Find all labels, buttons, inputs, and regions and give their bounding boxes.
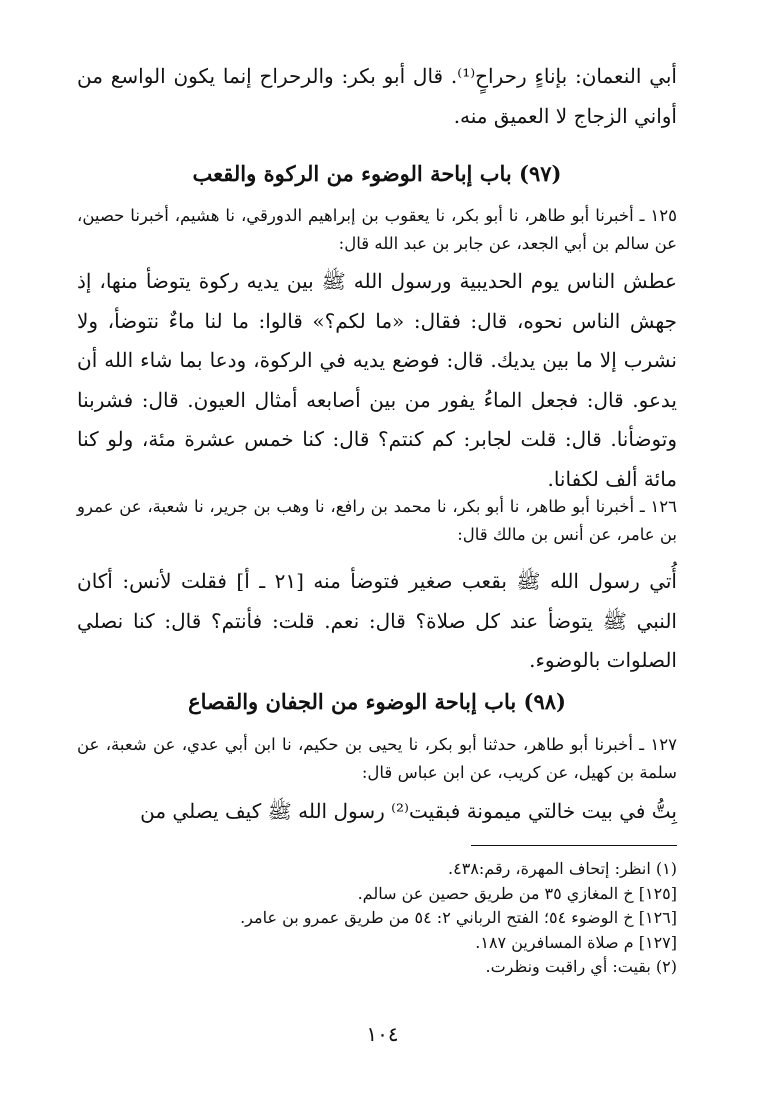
chapter-98-heading: (٩٨) باب إباحة الوضوء من الجفان والقصاع (188, 689, 566, 714)
hadith-127-matn: بِتُّ في بيت خالتي ميمونة فبقيت⁽²⁾ رسول الله ﷺ كيف يصلي من (140, 799, 677, 823)
top-paragraph: أبي النعمان: بإناءٍ رحراحٍ⁽¹⁾. قال أبو بكر: والرحراح إنما يكون الواسع من أواني الزجاج لا العميق منه. (77, 64, 677, 128)
hadith-126-matn: أُتي رسول الله ﷺ بقعب صغير فتوضأ منه [٢١ ـ أ] فقلت لأنس: أكان النبي ﷺ يتوضأ عند كل صلاة؟ قال: نعم. قلت: فأنتم؟ قال: كنا نصلي الصلوات بالوضوء. (77, 569, 677, 672)
hadith-126-isnad: ١٢٦ ـ أخبرنا أبو طاهر، نا أبو بكر، نا محمد بن رافع، نا وهب بن جرير، نا شعبة، عن عمرو بن عامر، عن أنس بن مالك قال: (77, 497, 677, 544)
hadith-125-isnad: ١٢٥ ـ أخبرنا أبو طاهر، نا أبو بكر، نا يعقوب بن إبراهيم الدورقي، نا هشيم، أخبرنا حصين، عن سالم بن أبي الجعد، عن جابر بن عبد الله قال: (77, 206, 677, 253)
footnote-2: (٢) بقيت: أي راقبت ونظرت. (485, 957, 677, 976)
footnotes (77, 857, 677, 980)
footnote-125: [١٢٥] خ المغازي ٣٥ من طريق حصين عن سالم. (357, 883, 677, 903)
footnote-127: [١٢٧] م صلاة المسافرين ١٨٧. (475, 932, 677, 952)
footnote-126: [١٢٦] خ الوضوء ٥٤؛ الفتح الرباني ٢: ٥٤ من طريق عمرو بن عامر. (240, 908, 677, 927)
hadith-125-matn: عطش الناس يوم الحديبية ورسول الله ﷺ بين يديه ركوة يتوضأ منها، إذ جهش الناس نحوه، قال: فقال: «ما لكم؟» قالوا: ما لنا ماءٌ نتوضأ، ولا نشرب إلا ما بين يديك. قال: فوضع يديه في الركوة، ودعا بما شاء الله أن يدعو. قال: فجعل الماءُ يفور من بين أصابعه أمثال العيون. قال: فشربنا وتوضأنا. قال: قلت لجابر: كم كنتم؟ قال: كنا خمس عشرة مئة، ولو كنا مائة ألف لكفانا. (77, 269, 677, 491)
footnote-separator (471, 845, 677, 846)
footnote-1: (١) انظر: إتحاف المهرة، رقم:٤٣٨. (448, 859, 677, 878)
hadith-127-isnad: ١٢٧ ـ أخبرنا أبو طاهر، حدثنا أبو بكر، نا يحيى بن حكيم، نا ابن أبي عدي، عن شعبة، عن سلمة بن كهيل، عن كريب، عن ابن عباس قال: (77, 735, 677, 782)
chapter-97-heading: (٩٧) باب إباحة الوضوء من الركوة والقعب (192, 161, 562, 186)
page-number: ١٠٤ (366, 1022, 399, 1046)
